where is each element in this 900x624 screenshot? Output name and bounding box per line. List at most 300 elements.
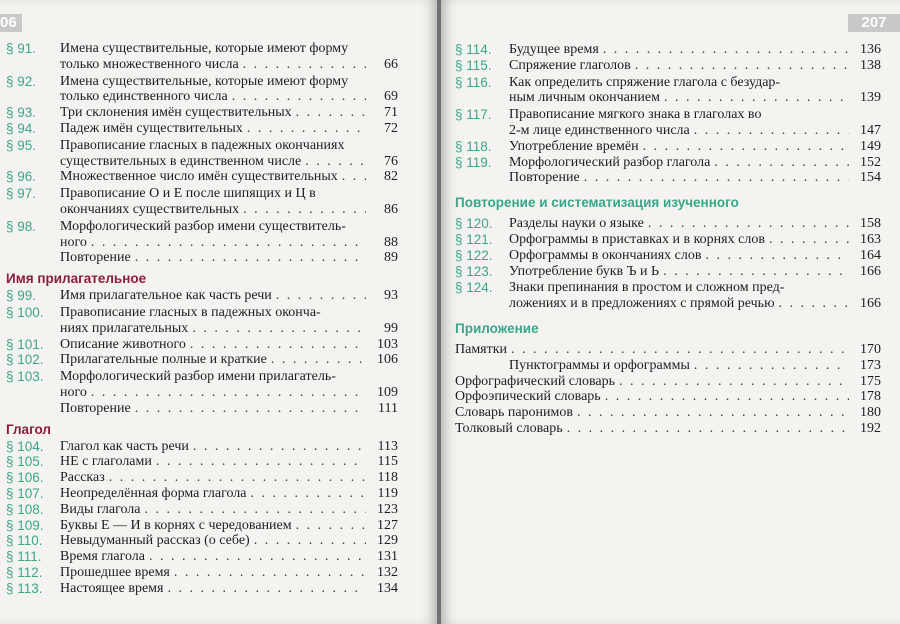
toc-entry-text: Прилагательные полные и краткие (60, 352, 267, 368)
toc-entry-text: Правописание гласных в падежных окончаниях (60, 137, 345, 153)
toc-entry-line (60, 186, 398, 202)
toc-entry-text: Имена существительные, которые имеют форму (60, 73, 349, 89)
toc-entry-text: Повторение (509, 170, 580, 186)
page-ref: 147 (860, 122, 881, 138)
toc-entry-line (60, 121, 398, 137)
toc-entry-text: Морфологический разбор глагола (509, 154, 711, 170)
page-ref: 115 (377, 454, 398, 470)
toc-entry (455, 280, 881, 312)
toc-entry-title (60, 138, 398, 170)
toc-entry-line (509, 139, 881, 155)
page-ref: 139 (860, 90, 881, 106)
toc-entry-line (60, 105, 398, 121)
toc-entry-line (60, 385, 398, 401)
toc-entry-line (60, 305, 398, 321)
toc-entry (455, 58, 881, 74)
toc-entry (455, 155, 881, 171)
page-ref: 166 (860, 296, 881, 312)
toc-entry-text: Буквы Е — И в корнях с чередованием (60, 517, 292, 533)
toc-entry-line (60, 454, 398, 470)
section-number: § 97. (6, 186, 37, 202)
toc-entry-title (60, 581, 398, 597)
toc-entry-title (509, 139, 881, 155)
toc-entry-title (60, 369, 398, 401)
section-number: § 116. (455, 74, 492, 90)
toc-entry-title (60, 401, 398, 417)
toc-entry-line (60, 565, 398, 581)
section-number: § 104. (6, 438, 44, 454)
dot-leader (342, 169, 366, 185)
toc-entry (6, 169, 398, 185)
page-ref: 72 (384, 120, 398, 136)
page-ref: 69 (384, 89, 398, 105)
section-number: § 105. (6, 454, 44, 470)
toc-entry-line (60, 352, 398, 368)
toc-entry-line (509, 58, 881, 74)
section-number: § 95. (6, 137, 37, 153)
page-ref: 149 (860, 138, 881, 154)
section-number: § 111. (6, 549, 42, 565)
page-ref: 109 (377, 384, 398, 400)
toc-entry-title (60, 518, 398, 534)
page-ref: 89 (384, 250, 398, 266)
toc-entry (6, 454, 398, 470)
toc-entry-text: ложениях и в предложениях с прямой речью (509, 296, 775, 312)
page-ref: 66 (384, 56, 398, 72)
toc-entry-line (509, 75, 881, 91)
section-number: § 106. (6, 470, 44, 486)
toc-entry-text: Неопределённая форма глагола (60, 485, 247, 501)
toc-entry-text: Рассказ (60, 470, 105, 486)
toc-entry-text: Правописание мягкого знака в глаголах во (509, 107, 762, 123)
page-ref: 99 (384, 320, 398, 336)
toc-entry (455, 139, 881, 155)
toc-entry-title (60, 105, 398, 121)
toc-entry (6, 502, 398, 518)
section-number: § 92. (6, 73, 37, 89)
toc-entry-text: Разделы науки о языке (509, 216, 644, 232)
toc-entry-title (60, 502, 398, 518)
dot-leader (511, 342, 849, 358)
toc-entry-text: Как определить спряжение глагола с безудар- (509, 74, 781, 90)
dot-leader (663, 264, 849, 280)
section-number: § 112. (6, 564, 43, 580)
section-number: § 117. (455, 107, 492, 123)
dot-leader (149, 549, 366, 565)
toc-entry (455, 107, 881, 139)
dot-leader (779, 296, 849, 312)
toc-entry-text: Множественное число имён существительных (60, 169, 338, 185)
toc-entry-text: Виды глагола (60, 501, 141, 517)
toc-entry-title (509, 107, 881, 139)
appendix-entry-text: Орфографический словарь (455, 373, 616, 389)
page-ref: 134 (377, 580, 398, 596)
page-ref: 192 (860, 420, 881, 436)
dot-leader (296, 105, 366, 121)
page-ref: 123 (377, 501, 398, 517)
appendix-entry (455, 342, 881, 358)
dot-leader (145, 502, 367, 518)
toc-entry-title (509, 58, 881, 74)
section-number: § 109. (6, 517, 44, 533)
toc-entry (6, 439, 398, 455)
appendix-entry (455, 421, 881, 437)
toc-entry-title (60, 565, 398, 581)
toc-entry-title (60, 549, 398, 565)
toc-entry-text: Повторение (60, 400, 131, 416)
toc-entry-line (509, 90, 881, 106)
toc-group-adjectives (6, 288, 398, 416)
section-heading-verb: Глагол (6, 421, 51, 437)
toc-entry-line (509, 280, 881, 296)
toc-entry-text: Спряжение глаголов (509, 57, 631, 73)
page-ref: 164 (860, 247, 881, 263)
toc-entry (6, 549, 398, 565)
dot-leader (605, 389, 849, 405)
toc-entry-text: Имена существительные, которые имеют форму (60, 41, 349, 56)
toc-entry-title (60, 533, 398, 549)
section-number: § 115. (455, 57, 492, 73)
section-number: § 91. (6, 41, 37, 56)
toc-entry-text: Употребление времён (509, 138, 639, 154)
toc-group-appendix (455, 342, 881, 437)
dot-leader (192, 321, 366, 337)
toc-entry-title (60, 219, 398, 251)
toc-entry-title (509, 280, 881, 312)
toc-entry-line (509, 264, 881, 280)
toc-entry (455, 170, 881, 186)
appendix-entry (455, 405, 881, 421)
left-page (0, 0, 437, 624)
toc-entry-title (60, 470, 398, 486)
section-number: § 98. (6, 218, 37, 234)
right-toc (455, 42, 881, 437)
toc-entry-line (60, 288, 398, 304)
page-ref: 180 (860, 405, 881, 421)
toc-entry-text: Правописание гласных в падежных оконча- (60, 304, 321, 320)
toc-entry-title (60, 454, 398, 470)
toc-entry-text: Три склонения имён существительных (60, 105, 292, 121)
toc-entry (6, 533, 398, 549)
toc-entry-title (60, 288, 398, 304)
toc-entry (6, 486, 398, 502)
dot-leader (276, 288, 366, 304)
toc-entry-title (60, 305, 398, 337)
toc-entry-text: Падеж имён существительных (60, 120, 243, 136)
toc-entry (6, 305, 398, 337)
toc-entry-text: ного (60, 234, 87, 250)
toc-group-verbs (6, 439, 398, 597)
section-number: § 113. (6, 580, 43, 596)
dot-leader (91, 385, 366, 401)
section-number: § 94. (6, 120, 37, 136)
toc-entry-text: Морфологический разбор имени существитель- (60, 218, 346, 234)
dot-leader (577, 405, 849, 421)
toc-entry-text: только множественного числа (60, 56, 239, 72)
dot-leader (109, 470, 366, 486)
section-number: § 120. (455, 216, 493, 232)
page-ref: 119 (377, 485, 398, 501)
toc-entry-text: Настоящее время (60, 580, 164, 596)
section-number: § 101. (6, 336, 44, 352)
page-ref: 138 (860, 57, 881, 73)
toc-entry-line (60, 518, 398, 534)
toc-entry-line (60, 219, 398, 235)
toc-entry-text: Орфограммы в окончаниях слов (509, 247, 702, 263)
toc-entry-line (60, 202, 398, 218)
appendix-entry (455, 389, 881, 405)
section-number: § 122. (455, 247, 493, 263)
section-number: § 99. (6, 288, 37, 304)
toc-entry-line (60, 401, 398, 417)
toc-entry (455, 232, 881, 248)
toc-group-review (455, 216, 881, 312)
toc-entry-line (509, 232, 881, 248)
toc-entry (6, 219, 398, 251)
toc-entry (455, 264, 881, 280)
toc-entry (455, 216, 881, 232)
section-number: § 123. (455, 263, 493, 279)
section-number: § 93. (6, 105, 37, 121)
toc-entry-title (509, 248, 881, 264)
page-ref: 136 (860, 42, 881, 57)
dot-leader (251, 486, 367, 502)
section-number: § 124. (455, 280, 493, 296)
dot-leader (296, 518, 366, 534)
dot-leader (247, 121, 366, 137)
toc-entry-line (60, 41, 398, 57)
toc-entry-line (60, 337, 398, 353)
toc-entry-title (60, 352, 398, 368)
dot-leader (135, 401, 366, 417)
toc-entry (6, 581, 398, 597)
toc-entry-title (509, 216, 881, 232)
toc-entry-line (509, 155, 881, 171)
page-ref: 113 (377, 438, 398, 454)
toc-entry-line (60, 169, 398, 185)
toc-entry-line (509, 216, 881, 232)
page-ref: 93 (384, 288, 398, 304)
right-page (441, 0, 900, 624)
toc-entry-line (60, 89, 398, 105)
dot-leader (243, 202, 366, 218)
dot-leader (584, 170, 849, 186)
page-ref: 175 (860, 373, 881, 389)
page-ref: 86 (384, 201, 398, 217)
dot-leader (243, 57, 366, 73)
toc-entry-text: Повторение (60, 250, 131, 266)
dot-leader (694, 358, 849, 374)
toc-entry (6, 401, 398, 417)
page-ref: 178 (860, 389, 881, 405)
toc-entry-title (509, 264, 881, 280)
section-heading-appendix: Приложение (455, 320, 539, 336)
toc-entry-text: Имя прилагательное как часть речи (60, 288, 272, 304)
dot-leader (167, 581, 366, 597)
dot-leader (91, 235, 366, 251)
appendix-entry-text: Пунктограммы и орфограммы (509, 357, 690, 373)
dot-leader (190, 337, 366, 353)
page-ref: 163 (860, 231, 881, 247)
toc-entry-title (509, 155, 881, 171)
dot-leader (603, 42, 849, 58)
dot-leader (714, 155, 849, 171)
toc-entry-text: Употребление букв Ъ и Ь (509, 263, 660, 279)
dot-leader (635, 58, 849, 74)
toc-group-verbs-continued (455, 42, 881, 186)
toc-entry (6, 337, 398, 353)
page-ref: 129 (377, 533, 398, 549)
section-number: § 108. (6, 501, 44, 517)
toc-entry (6, 369, 398, 401)
toc-entry-title (60, 121, 398, 137)
dot-leader (648, 216, 849, 232)
toc-entry-line (509, 248, 881, 264)
section-number: § 102. (6, 352, 44, 368)
toc-entry-text: Орфограммы в приставках и в корнях слов (509, 231, 765, 247)
toc-entry (455, 75, 881, 107)
toc-entry-title (509, 170, 881, 186)
toc-entry (6, 138, 398, 170)
page-ref: 154 (860, 170, 881, 186)
toc-entry-line (60, 57, 398, 73)
page-ref: 158 (860, 216, 881, 232)
section-number: § 96. (6, 169, 37, 185)
toc-entry-text: Будущее время (509, 42, 599, 57)
toc-entry-line (60, 154, 398, 170)
dot-leader (643, 139, 849, 155)
page-ref: 127 (377, 517, 398, 533)
appendix-entry (455, 374, 881, 390)
page-ref: 103 (377, 336, 398, 352)
toc-entry-line (509, 296, 881, 312)
toc-entry (6, 352, 398, 368)
toc-entry-text: ным личным окончанием (509, 90, 660, 106)
toc-entry (455, 248, 881, 264)
toc-entry-title (509, 42, 881, 58)
toc-entry-line (509, 123, 881, 139)
page-ref: 170 (860, 341, 881, 357)
dot-leader (135, 250, 366, 266)
toc-entry-line (60, 138, 398, 154)
toc-entry-title (509, 75, 881, 107)
page-ref: 152 (860, 154, 881, 170)
dot-leader (156, 454, 366, 470)
page-ref: 111 (378, 400, 398, 416)
dot-leader (567, 421, 849, 437)
toc-entry (6, 105, 398, 121)
toc-entry-title (60, 486, 398, 502)
page-ref: 132 (377, 564, 398, 580)
appendix-entry-text: Толковый словарь (455, 420, 563, 436)
appendix-entry-text: Орфоэпический словарь (455, 389, 601, 405)
toc-entry-text: ниях прилагательных (60, 320, 189, 336)
toc-entry-text: Глагол как часть речи (60, 438, 189, 454)
toc-entry (455, 42, 881, 58)
section-number: § 119. (455, 154, 492, 170)
toc-entry-line (60, 439, 398, 455)
left-page-number: 06 (0, 14, 22, 32)
toc-entry-title (60, 74, 398, 106)
section-number: § 107. (6, 485, 44, 501)
toc-entry (6, 250, 398, 266)
toc-entry-title (509, 232, 881, 248)
toc-entry (6, 41, 398, 73)
toc-entry (6, 565, 398, 581)
toc-entry-text: Описание животного (60, 336, 186, 352)
toc-entry-line (509, 170, 881, 186)
right-page-number: 207 (848, 14, 900, 32)
dot-leader (705, 248, 849, 264)
page-ref: 173 (860, 357, 881, 373)
toc-entry-line (60, 321, 398, 337)
toc-entry-text: 2-м лице единственного числа (509, 122, 690, 138)
page-ref: 76 (384, 153, 398, 169)
toc-entry-text: окончаниях существительных (60, 201, 240, 217)
section-heading-adjective: Имя прилагательное (6, 271, 147, 287)
toc-entry-line (60, 549, 398, 565)
toc-entry-line (509, 42, 881, 58)
toc-entry-text: ного (60, 384, 87, 400)
toc-entry-line (60, 470, 398, 486)
toc-entry (6, 74, 398, 106)
toc-entry-line (60, 369, 398, 385)
toc-entry-text: Невыдуманный рассказ (о себе) (60, 533, 250, 549)
section-heading-review: Повторение и систематизация изученного (455, 195, 739, 211)
toc-entry-line (60, 502, 398, 518)
section-number: § 100. (6, 304, 44, 320)
section-number: § 118. (455, 138, 492, 154)
toc-entry (6, 186, 398, 218)
appendix-entry (455, 358, 881, 374)
toc-entry-text: Время глагола (60, 549, 145, 565)
toc-entry-title (60, 439, 398, 455)
toc-entry (6, 288, 398, 304)
dot-leader (769, 232, 849, 248)
toc-entry-line (60, 250, 398, 266)
appendix-entry-text: Памятки (455, 341, 508, 357)
page-ref: 131 (377, 549, 398, 565)
toc-entry (6, 518, 398, 534)
dot-leader (193, 439, 366, 455)
dot-leader (664, 90, 849, 106)
toc-entry-text: существительных в единственном числе (60, 153, 302, 169)
appendix-entry-text: Словарь паронимов (455, 405, 574, 421)
dot-leader (254, 533, 366, 549)
section-number: § 103. (6, 369, 44, 385)
page-ref: 118 (377, 470, 398, 486)
toc-entry-title (60, 169, 398, 185)
section-number: § 121. (455, 231, 493, 247)
toc-entry-text: Правописание О и Е после шипящих и Ц в (60, 186, 316, 202)
dot-leader (174, 565, 366, 581)
page-ref: 71 (384, 105, 398, 121)
section-number: § 110. (6, 533, 43, 549)
toc-entry-line (60, 74, 398, 90)
toc-entry-line (509, 107, 881, 123)
page-ref: 88 (384, 234, 398, 250)
toc-group-nouns (6, 41, 398, 266)
toc-entry-line (60, 235, 398, 251)
toc-entry-text: Прошедшее время (60, 564, 170, 580)
dot-leader (271, 352, 366, 368)
section-number: § 114. (455, 42, 492, 57)
page-ref: 166 (860, 263, 881, 279)
toc-entry-text: НЕ с глаголами (60, 454, 152, 470)
toc-entry-text: Морфологический разбор имени прилагатель- (60, 369, 336, 385)
toc-entry-text: Знаки препинания в простом и сложном пред- (509, 280, 785, 296)
toc-entry-text: только единственного числа (60, 89, 228, 105)
